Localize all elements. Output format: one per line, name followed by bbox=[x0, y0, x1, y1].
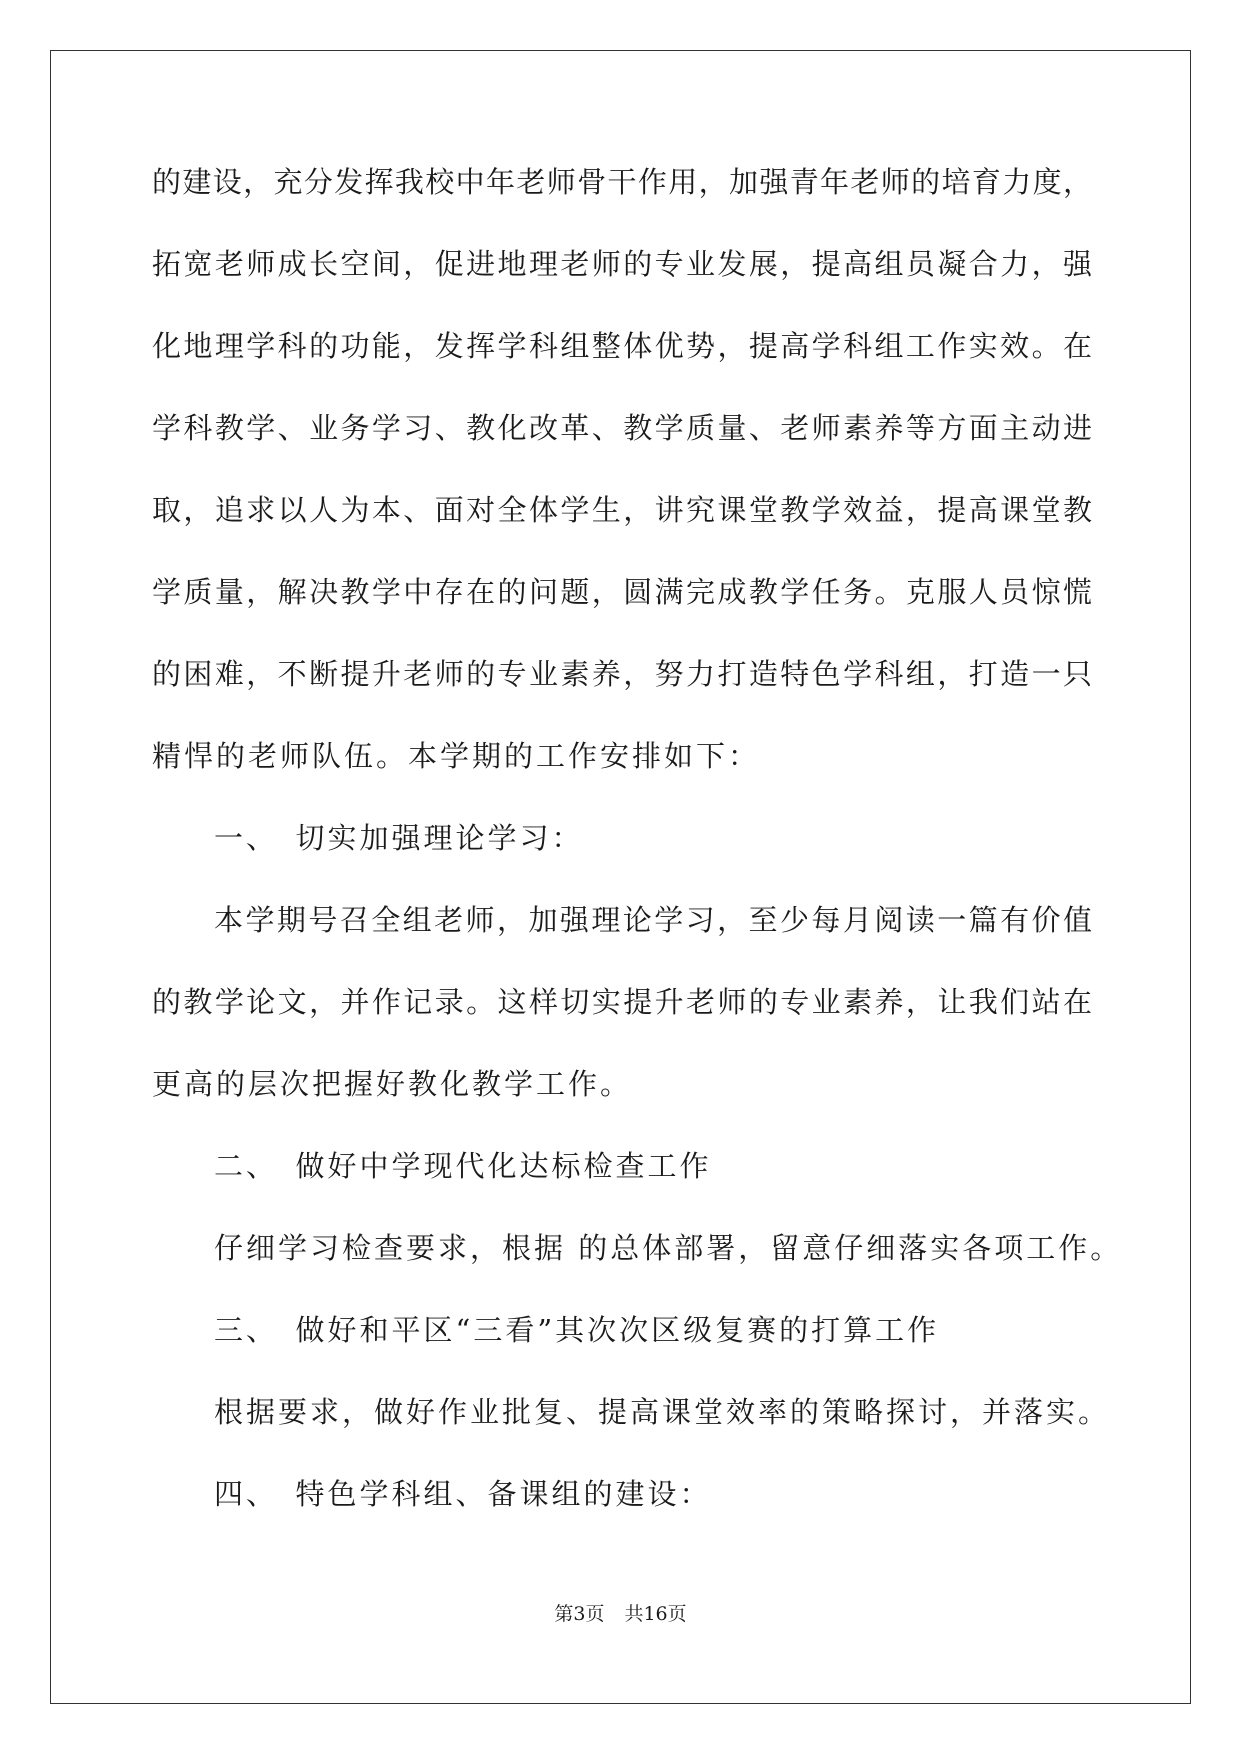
section-heading-3: 三、 做好和平区“三看”其次次区级复赛的打算工作 bbox=[214, 1313, 940, 1347]
section-3-line: 根据要求，做好作业批复、提高课堂效率的策略探讨，并落实。 bbox=[214, 1395, 1111, 1429]
paragraph-line: 学质量，解决教学中存在的问题，圆满完成教学任务。克服人员惊慌 bbox=[152, 575, 1092, 609]
document-body bbox=[152, 162, 1123, 1556]
paragraph-line: 的建设，充分发挥我校中年老师骨干作用，加强青年老师的培育力度， bbox=[152, 165, 1092, 199]
section-1-line: 本学期号召全组老师，加强理论学习，至少每月阅读一篇有价值 bbox=[214, 903, 1092, 937]
paragraph-line: 学科教学、业务学习、教化改革、教学质量、老师素养等方面主动进 bbox=[152, 411, 1092, 445]
page-total-label: 共16页 bbox=[624, 1603, 687, 1625]
section-2-line: 仔细学习检查要求，根据 的总体部署，留意仔细落实各项工作。 bbox=[214, 1231, 1123, 1265]
section-1-line: 更高的层次把握好教化教学工作。 bbox=[152, 1067, 633, 1101]
page-footer bbox=[0, 1602, 1241, 1626]
section-heading-1: 一、 切实加强理论学习： bbox=[214, 821, 584, 855]
section-heading-4: 四、 特色学科组、备课组的建设： bbox=[214, 1477, 712, 1511]
paragraph-line: 精悍的老师队伍。本学期的工作安排如下： bbox=[152, 739, 761, 773]
paragraph-line: 的困难，不断提升老师的专业素养，努力打造特色学科组，打造一只 bbox=[152, 657, 1092, 691]
section-1-line: 的教学论文，并作记录。这样切实提升老师的专业素养，让我们站在 bbox=[152, 985, 1092, 1019]
section-heading-2: 二、 做好中学现代化达标检查工作 bbox=[214, 1149, 712, 1183]
page-current-label: 第3页 bbox=[554, 1603, 605, 1625]
paragraph-line: 拓宽老师成长空间，促进地理老师的专业发展，提高组员凝合力，强 bbox=[152, 247, 1092, 281]
paragraph-line: 化地理学科的功能，发挥学科组整体优势，提高学科组工作实效。在 bbox=[152, 329, 1092, 363]
paragraph-line: 取，追求以人为本、面对全体学生，讲究课堂教学效益，提高课堂教 bbox=[152, 493, 1092, 527]
